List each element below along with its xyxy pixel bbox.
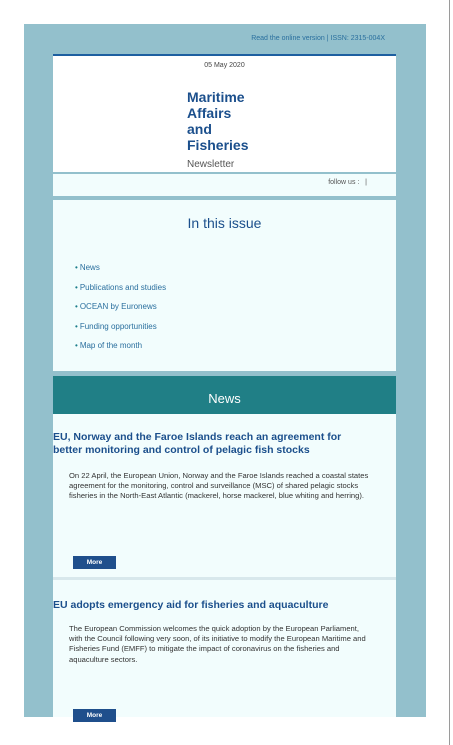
table-of-contents xyxy=(75,263,166,361)
in-this-issue-title: In this issue xyxy=(187,215,262,231)
article-body: The European Commission welcomes the quick adoption by the European Parliament, with the Council following very soon, of its initiative to modify the European Maritime and Fisheries Fund (EMFF) to mitigate the impact of coronavirus on the fisheries and aquaculture sectors. xyxy=(69,624,366,664)
bullet-icon: • xyxy=(75,302,78,311)
newsletter-subtitle: Newsletter xyxy=(187,159,235,170)
brand-line: and xyxy=(187,121,212,137)
more-button[interactable]: More xyxy=(73,709,116,722)
news-section-title: News xyxy=(208,391,241,406)
top-bar xyxy=(24,24,426,54)
window-edge xyxy=(449,0,450,745)
online-version-link[interactable]: Read the online version xyxy=(251,35,325,42)
toc-item-ocean[interactable] xyxy=(75,302,166,322)
toc-item-funding[interactable] xyxy=(75,322,166,342)
brand-line: Maritime xyxy=(187,89,245,105)
article-card xyxy=(53,580,396,717)
article-title[interactable]: EU adopts emergency aid for fisheries and aquaculture xyxy=(53,599,329,611)
top-links xyxy=(251,35,385,42)
bullet-icon: • xyxy=(75,282,78,292)
bullet-icon: • xyxy=(75,321,78,331)
brand-line: Affairs xyxy=(187,105,232,121)
issn-text: ISSN: 2315-004X xyxy=(330,35,385,42)
toc-item-label: Publications and studies xyxy=(79,282,167,292)
issue-date: 05 May 2020 xyxy=(204,62,245,69)
follow-panel xyxy=(53,174,396,196)
toc-item-label: OCEAN by Euronews xyxy=(79,302,157,311)
brand-title xyxy=(187,89,307,153)
top-separator: | xyxy=(326,35,329,42)
follow-label: follow us : xyxy=(328,179,360,186)
brand-line: Fisheries xyxy=(187,137,249,153)
toc-item-news[interactable] xyxy=(75,263,166,283)
in-this-issue-panel xyxy=(53,200,396,371)
bullet-icon: • xyxy=(75,341,78,350)
bullet-icon: • xyxy=(75,263,78,272)
toc-item-publications[interactable] xyxy=(75,283,166,303)
follow-separator: | xyxy=(365,179,367,186)
article-title[interactable]: EU, Norway and the Faroe Islands reach an agreement for better monitoring and control of pelagic fish stocks xyxy=(53,431,342,456)
news-section-header xyxy=(53,376,396,414)
newsletter-container xyxy=(24,24,426,717)
article-body: On 22 April, the European Union, Norway and the Faroe Islands reached a coastal states agreement for the monitoring, control and surveillance (MSC) of shared pelagic stocks fisheries in the North-East Atlantic (mackerel, horse mackerel, blue whiting and herring). xyxy=(69,471,369,501)
toc-item-label: Funding opportunities xyxy=(79,321,157,331)
toc-item-label: Map of the month xyxy=(79,341,143,350)
more-button[interactable]: More xyxy=(73,556,116,569)
toc-item-label: News xyxy=(79,263,100,272)
header-panel xyxy=(53,54,396,172)
follow-us xyxy=(328,179,367,186)
article-card xyxy=(53,414,396,577)
toc-item-map[interactable] xyxy=(75,341,166,361)
